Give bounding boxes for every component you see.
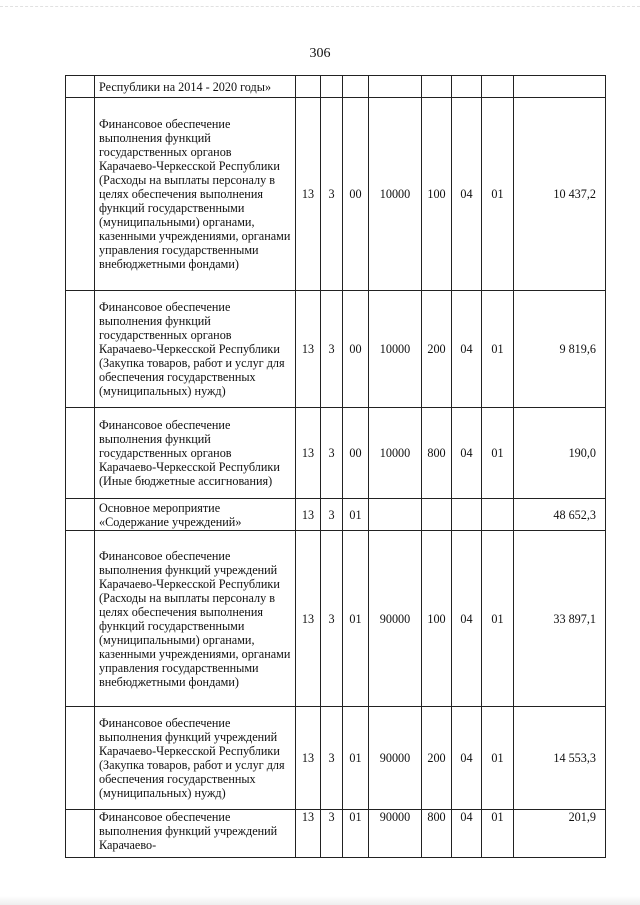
code-cell [369, 499, 422, 531]
table-row [66, 76, 606, 98]
code-cell: 3 [321, 291, 343, 408]
budget-table [65, 75, 606, 858]
code-cell: 04 [452, 707, 482, 810]
code-cell [422, 499, 452, 531]
amount-cell: 201,9 [514, 810, 606, 858]
code-cell [343, 76, 369, 98]
code-cell: 01 [482, 291, 514, 408]
description-cell: Финансовое обеспечение выполнения функций государственных органов Карачаево-Черкесской Республики (Расходы на выплаты персоналу в целях обеспечения выполнения функций государственными (муниципальными) органами, казенными учреждениями, органами управления государственными внебюджетными фондами) [95, 98, 296, 291]
table-row [66, 291, 606, 408]
code-cell: 90000 [369, 707, 422, 810]
index-cell [66, 291, 95, 408]
code-cell: 3 [321, 707, 343, 810]
description-cell: Основное мероприятие «Содержание учреждений» [95, 499, 296, 531]
code-cell: 200 [422, 291, 452, 408]
description-cell: Финансовое обеспечение выполнения функций государственных органов Карачаево-Черкесской Республики (Закупка товаров, работ и услуг для обеспечения государственных (муниципальных) нужд) [95, 291, 296, 408]
table-row [66, 810, 606, 858]
code-cell: 13 [296, 810, 321, 858]
code-cell: 01 [482, 531, 514, 707]
code-cell: 3 [321, 531, 343, 707]
scan-edge [0, 896, 640, 905]
code-cell: 800 [422, 408, 452, 499]
code-cell: 10000 [369, 98, 422, 291]
code-cell: 13 [296, 707, 321, 810]
table-row [66, 531, 606, 707]
code-cell: 04 [452, 408, 482, 499]
index-cell [66, 531, 95, 707]
code-cell: 100 [422, 98, 452, 291]
code-cell: 01 [482, 707, 514, 810]
code-cell: 13 [296, 98, 321, 291]
index-cell [66, 76, 95, 98]
index-cell [66, 98, 95, 291]
page-number: 306 [309, 46, 331, 61]
code-cell [296, 76, 321, 98]
description-cell: Финансовое обеспечение выполнения функций государственных органов Карачаево-Черкесской Республики (Иные бюджетные ассигнования) [95, 408, 296, 499]
code-cell: 00 [343, 291, 369, 408]
description-cell: Финансовое обеспечение выполнения функций учреждений Карачаево-Черкесской Республики (Расходы на выплаты персоналу в целях обеспечения выполнения функций государственными (муниципальными) органами, казенными учреждениями, органами управления государственными внебюджетными фондами) [95, 531, 296, 707]
scan-edge [0, 6, 640, 21]
table-row [66, 499, 606, 531]
code-cell: 3 [321, 499, 343, 531]
index-cell [66, 810, 95, 858]
code-cell: 01 [482, 98, 514, 291]
code-cell [369, 76, 422, 98]
code-cell: 90000 [369, 810, 422, 858]
code-cell: 00 [343, 98, 369, 291]
amount-cell: 14 553,3 [514, 707, 606, 810]
description-cell: Финансовое обеспечение выполнения функций учреждений Карачаево- [95, 810, 296, 858]
table-row [66, 98, 606, 291]
code-cell: 00 [343, 408, 369, 499]
amount-cell [514, 76, 606, 98]
code-cell: 04 [452, 810, 482, 858]
code-cell: 3 [321, 810, 343, 858]
code-cell: 01 [343, 707, 369, 810]
index-cell [66, 499, 95, 531]
code-cell: 01 [482, 810, 514, 858]
code-cell: 01 [343, 531, 369, 707]
code-cell: 200 [422, 707, 452, 810]
code-cell: 13 [296, 408, 321, 499]
code-cell: 90000 [369, 531, 422, 707]
amount-cell: 48 652,3 [514, 499, 606, 531]
description-cell: Финансовое обеспечение выполнения функций учреждений Карачаево-Черкесской Республики (Закупка товаров, работ и услуг для обеспечения государственных (муниципальных) нужд) [95, 707, 296, 810]
code-cell [422, 76, 452, 98]
table-row [66, 707, 606, 810]
code-cell [482, 76, 514, 98]
code-cell: 100 [422, 531, 452, 707]
index-cell [66, 707, 95, 810]
code-cell: 3 [321, 408, 343, 499]
description-cell: Республики на 2014 - 2020 годы» [95, 76, 296, 98]
code-cell: 800 [422, 810, 452, 858]
table-row [66, 408, 606, 499]
code-cell: 13 [296, 531, 321, 707]
code-cell [321, 76, 343, 98]
code-cell: 01 [482, 408, 514, 499]
code-cell: 04 [452, 98, 482, 291]
amount-cell: 10 437,2 [514, 98, 606, 291]
code-cell: 01 [343, 499, 369, 531]
code-cell [452, 499, 482, 531]
code-cell: 13 [296, 291, 321, 408]
amount-cell: 190,0 [514, 408, 606, 499]
code-cell [452, 76, 482, 98]
code-cell: 04 [452, 291, 482, 408]
code-cell: 10000 [369, 408, 422, 499]
amount-cell: 9 819,6 [514, 291, 606, 408]
code-cell: 04 [452, 531, 482, 707]
code-cell: 3 [321, 98, 343, 291]
amount-cell: 33 897,1 [514, 531, 606, 707]
code-cell: 13 [296, 499, 321, 531]
code-cell: 10000 [369, 291, 422, 408]
code-cell: 01 [343, 810, 369, 858]
code-cell [482, 499, 514, 531]
index-cell [66, 408, 95, 499]
